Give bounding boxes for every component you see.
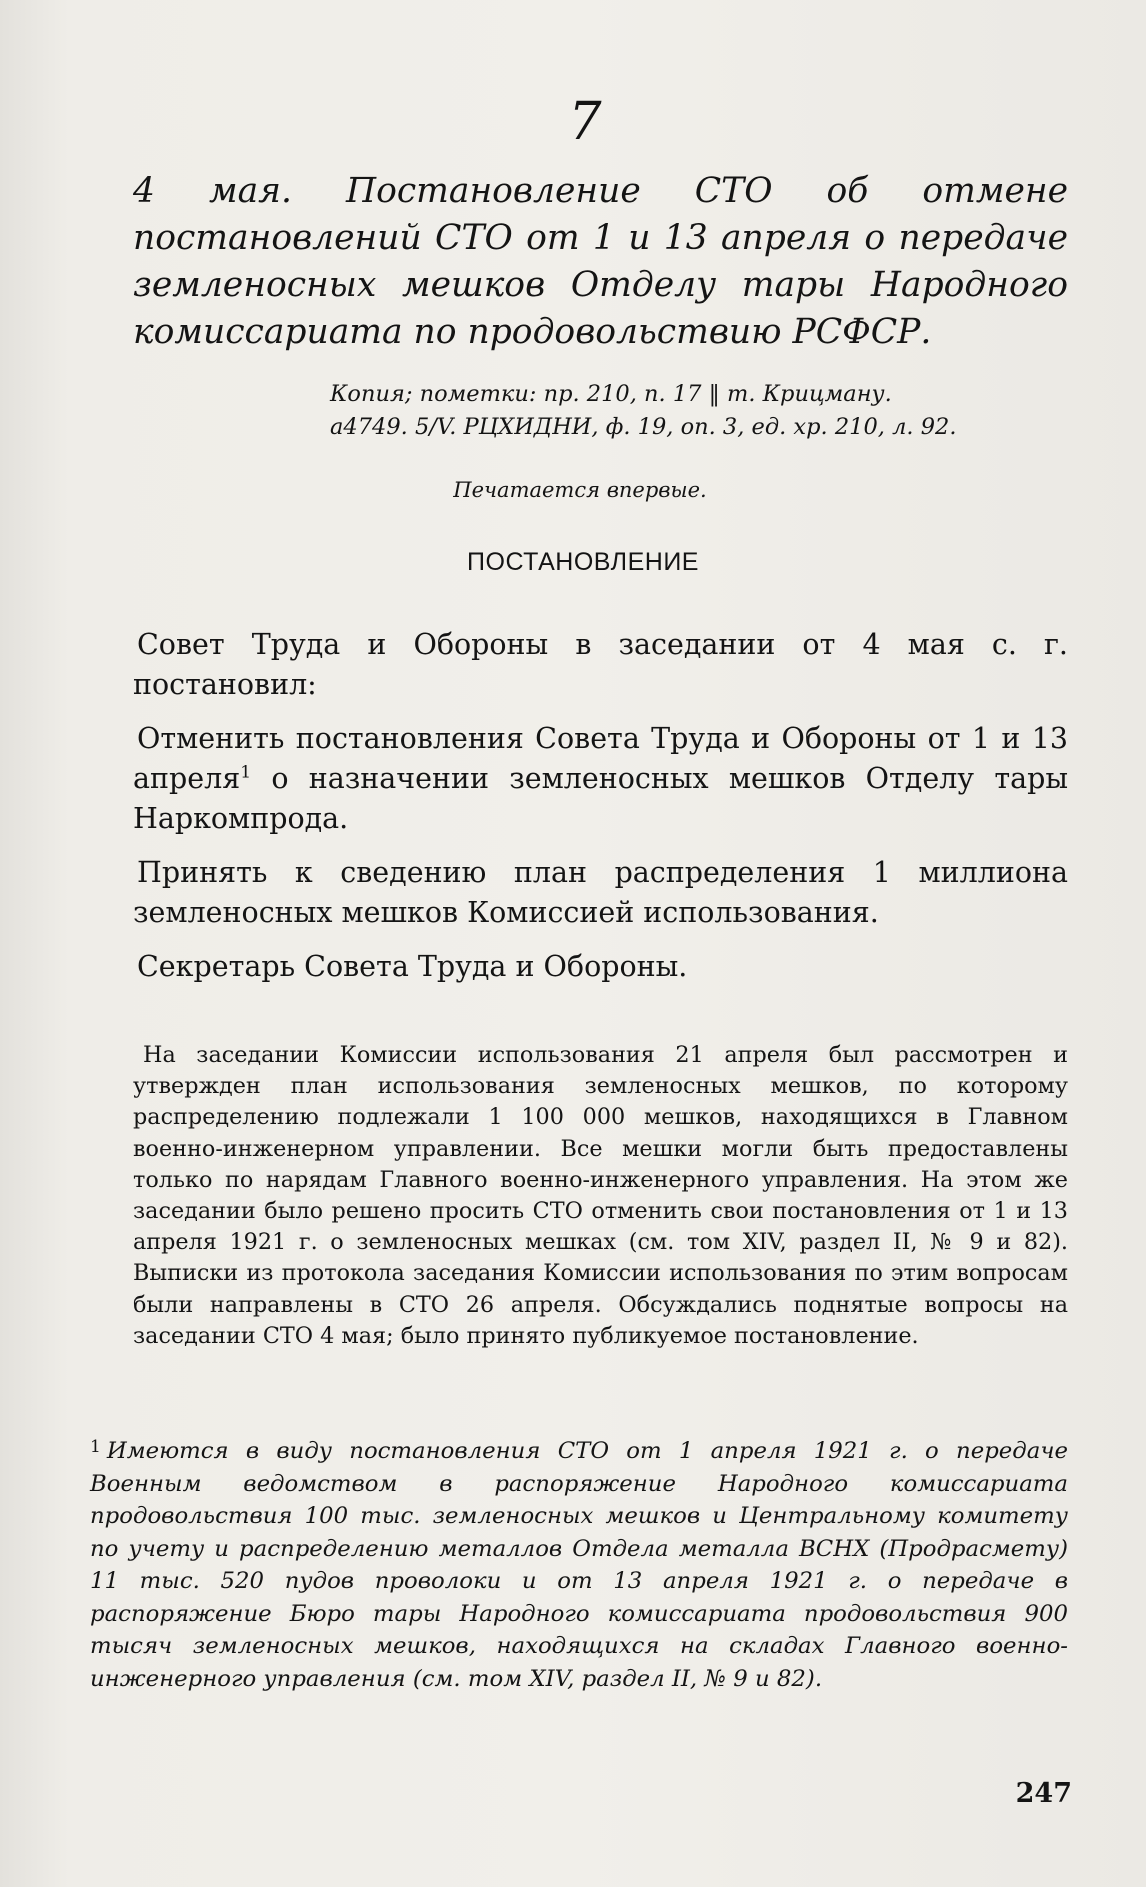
document-heading: 4 мая. Постановление СТО об отмене постановлений СТО от 1 и 13 апреля о передаче земленосных мешков Отделу тары Народного комиссариата по продовольствию РСФСР. <box>133 171 1068 352</box>
commentary-paragraph: На заседании Комиссии использования 21 апреля был рассмотрен и утвержден план использования земленосных мешков, по которому распределению подлежали 1 100 000 мешков, находящихся в Главном военно-инженерном управлении. Все мешки могли быть предоставлены только по нарядам Главного военно-инженерного управления. На этом же заседании было решено просить СТО отменить свои постановления от 1 и 13 апреля 1921 г. о земленосных мешках (см. том XIV, раздел II, № 9 и 82). Выписки из протокола заседания Комиссии использования по этим вопросам были направлены в СТО 26 апреля. Обсуждались поднятые вопросы на заседании СТО 4 мая; было принято публикуемое постановление. <box>133 1042 1068 1349</box>
page-number: 247 <box>1015 1778 1072 1809</box>
document-number: 7 <box>568 92 602 152</box>
first-printed-note: Печатается впервые. <box>453 478 707 502</box>
footnote-text: Имеются в виду постановления СТО от 1 апреля 1921 г. о передаче Военным ведомством в распоряжение Народного комиссариата продовольствия 100 тыс. земленосных мешков и Центральному комитету по учету и распределению металлов Отдела металла ВСНХ (Продрасмету) 11 тыс. 520 пудов проволоки и от 13 апреля 1921 г. о передаче в распоряжение Бюро тары Народного комиссариата продовольствия 900 тысяч земленосных мешков, находящихся на складах Главного военно-инженерного управления (см. том XIV, раздел II, № 9 и 82). <box>90 1438 1068 1692</box>
footnote-mark: 1 <box>90 1437 101 1457</box>
source-line-copy: Копия; пометки: пр. 210, п. 17 ‖ т. Крицману. <box>330 381 892 407</box>
editorial-commentary <box>133 1040 1068 1352</box>
body-paragraph-1: Совет Труда и Обороны в заседании от 4 мая с. г. постановил: <box>133 628 1068 701</box>
show-through-text: ⠀ <box>100 95 117 120</box>
body-paragraph-2 <box>133 719 1068 839</box>
footnote <box>90 1431 1068 1695</box>
resolution-title: ПОСТАНОВЛЕНИЕ <box>467 548 699 576</box>
archival-source <box>330 378 1068 444</box>
body-paragraph-3: Принять к сведению план распределения 1 миллиона земленосных мешков Комиссией использования. <box>133 856 1068 929</box>
signature-line: Секретарь Совета Труда и Обороны. <box>137 950 688 983</box>
resolution-body <box>133 625 1068 1001</box>
source-line-archive: а4749. 5/V. РЦХИДНИ, ф. 19, оп. 3, ед. хр. 210, л. 92. <box>330 414 957 440</box>
body-paragraph-2-start: Отменить постановления Совета Труда и Обороны от 1 и 13 апреля <box>133 722 1068 795</box>
body-paragraph-2-end: о назначении земленосных мешков Отделу тары Наркомпрода. <box>133 762 1068 835</box>
footnote-reference: 1 <box>240 762 252 783</box>
